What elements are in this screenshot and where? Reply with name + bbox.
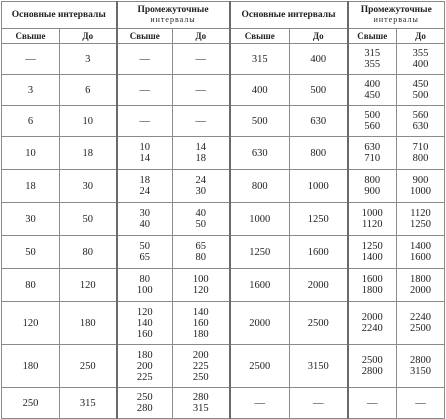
cell-c-to: 1000 [290, 170, 348, 203]
cell-value: 315 [192, 403, 209, 414]
intervals-table [1, 1, 445, 419]
cell-value: 630 [364, 142, 381, 153]
cell-value: 30 [195, 186, 206, 197]
header-intermediate-intervals-right: Промежуточные интервалы [348, 2, 445, 29]
cell-a-from: 250 [2, 388, 60, 419]
cell-c-from: 1250 [230, 236, 290, 269]
cell-c-to: 1600 [290, 236, 348, 269]
cell-a-to: 10 [60, 106, 117, 137]
cell-value: 10 [139, 142, 150, 153]
cell-c-from: 400 [230, 75, 290, 106]
cell-value: 500 [412, 90, 429, 101]
header-to: До [290, 29, 348, 44]
cell-value: 180 [136, 349, 153, 361]
cell-c-to: 500 [290, 75, 348, 106]
table-row [2, 75, 445, 106]
cell-a-from: 6 [2, 106, 60, 137]
cell-value: 40 [139, 219, 150, 230]
cell-a-from: 80 [2, 269, 60, 302]
cell-value: 1120 [361, 219, 383, 230]
cell-b-from [117, 75, 173, 106]
cell-b-from [117, 106, 173, 137]
cell-a-to: 315 [60, 388, 117, 419]
cell-value: 2000 [410, 285, 431, 296]
table-row [2, 388, 445, 419]
cell-value: 18 [139, 175, 150, 186]
cell-value: 400 [412, 59, 429, 70]
cell-d-from [348, 203, 397, 236]
cell-a-to: 30 [60, 170, 117, 203]
cell-d-to [397, 170, 445, 203]
cell-value: 140 [192, 306, 209, 318]
table-body [2, 44, 445, 419]
cell-value: 160 [136, 328, 153, 340]
cell-b-from [117, 388, 173, 419]
cell-d-to [397, 106, 445, 137]
table-row [2, 170, 445, 203]
cell-value: 400 [364, 79, 381, 90]
cell-value: 1120 [410, 208, 431, 219]
cell-value: 2500 [361, 355, 383, 366]
cell-value: — [195, 53, 206, 65]
cell-value: 800 [364, 175, 381, 186]
cell-value: 1600 [361, 274, 383, 285]
table-row [2, 269, 445, 302]
cell-value: 65 [139, 252, 150, 263]
cell-value: — [367, 397, 378, 409]
cell-c-from: — [230, 388, 290, 419]
cell-value: 18 [195, 153, 206, 164]
cell-d-from [348, 106, 397, 137]
cell-value: 200 [192, 349, 209, 361]
cell-value: 30 [139, 208, 150, 219]
cell-value: 2800 [410, 355, 431, 366]
cell-b-from [117, 345, 173, 388]
cell-value: 250 [136, 392, 153, 403]
cell-value: 280 [192, 392, 209, 403]
cell-value: 80 [139, 274, 150, 285]
cell-value: 100 [192, 274, 209, 285]
cell-b-to [173, 302, 230, 345]
cell-c-from: 2000 [230, 302, 290, 345]
cell-a-to: 250 [60, 345, 117, 388]
cell-c-to: 800 [290, 137, 348, 170]
cell-c-from: 1600 [230, 269, 290, 302]
cell-b-to [173, 75, 230, 106]
cell-a-to: 180 [60, 302, 117, 345]
cell-a-from: 10 [2, 137, 60, 170]
cell-value: 225 [136, 371, 153, 383]
cell-d-from [348, 345, 397, 388]
cell-value: 1400 [410, 241, 431, 252]
cell-value: 2500 [410, 323, 431, 334]
cell-value: 100 [136, 285, 153, 296]
cell-value: 500 [364, 110, 381, 121]
cell-value: 355 [364, 59, 381, 70]
cell-d-to [397, 302, 445, 345]
header-to: До [173, 29, 230, 44]
cell-d-to [397, 203, 445, 236]
cell-a-from: 18 [2, 170, 60, 203]
cell-b-from [117, 44, 173, 75]
cell-value: 225 [192, 360, 209, 372]
cell-c-from: 800 [230, 170, 290, 203]
cell-b-to [173, 106, 230, 137]
cell-c-to: 400 [290, 44, 348, 75]
cell-d-from [348, 137, 397, 170]
cell-d-to [397, 269, 445, 302]
cell-a-to: 80 [60, 236, 117, 269]
cell-value: 2240 [410, 312, 431, 323]
cell-b-from [117, 170, 173, 203]
cell-value: 1250 [361, 241, 383, 252]
cell-b-from [117, 269, 173, 302]
cell-value: 2800 [361, 366, 383, 377]
table-row [2, 302, 445, 345]
cell-value: 140 [136, 317, 153, 329]
cell-value: 560 [364, 121, 381, 132]
cell-b-from [117, 137, 173, 170]
cell-value: 180 [192, 328, 209, 340]
cell-c-from: 500 [230, 106, 290, 137]
cell-value: 1000 [410, 186, 431, 197]
cell-value: 315 [364, 48, 381, 59]
cell-a-to: 120 [60, 269, 117, 302]
cell-d-to [397, 388, 445, 419]
table-row [2, 137, 445, 170]
cell-value: 50 [195, 219, 206, 230]
cell-b-from [117, 203, 173, 236]
cell-b-to [173, 345, 230, 388]
cell-value: 120 [192, 285, 209, 296]
cell-value: 160 [192, 317, 209, 329]
cell-d-from [348, 75, 397, 106]
cell-c-to: 630 [290, 106, 348, 137]
cell-value: 800 [412, 153, 429, 164]
cell-value: 50 [139, 241, 150, 252]
cell-value: 280 [136, 403, 153, 414]
cell-value: 1800 [410, 274, 431, 285]
cell-c-to: 2000 [290, 269, 348, 302]
cell-b-from [117, 236, 173, 269]
cell-value: 80 [195, 252, 206, 263]
cell-value: 40 [195, 208, 206, 219]
table-row [2, 203, 445, 236]
cell-b-to [173, 44, 230, 75]
header-from: Свыше [230, 29, 290, 44]
cell-d-to [397, 345, 445, 388]
cell-d-from [348, 302, 397, 345]
cell-d-from [348, 269, 397, 302]
cell-a-from: — [2, 44, 60, 75]
cell-c-to: 2500 [290, 302, 348, 345]
cell-value: 710 [412, 142, 429, 153]
cell-value: 1250 [410, 219, 431, 230]
cell-value: 65 [195, 241, 206, 252]
header-main-intervals-right: Основные интервалы [230, 2, 348, 29]
cell-b-to [173, 388, 230, 419]
cell-d-to [397, 236, 445, 269]
cell-value: 2000 [361, 312, 383, 323]
cell-b-to [173, 170, 230, 203]
header-to: До [397, 29, 445, 44]
cell-value: 450 [412, 79, 429, 90]
cell-value: — [415, 397, 426, 409]
cell-value: — [195, 84, 206, 96]
cell-value: — [195, 115, 206, 127]
cell-d-from [348, 170, 397, 203]
cell-d-to [397, 44, 445, 75]
cell-c-from: 1000 [230, 203, 290, 236]
cell-value: 630 [412, 121, 429, 132]
cell-value: 900 [364, 186, 381, 197]
cell-d-from [348, 388, 397, 419]
cell-a-to: 3 [60, 44, 117, 75]
cell-value: 1400 [361, 252, 383, 263]
cell-a-to: 6 [60, 75, 117, 106]
cell-a-to: 18 [60, 137, 117, 170]
cell-value: 120 [136, 306, 153, 318]
cell-d-to [397, 75, 445, 106]
cell-c-to: 1250 [290, 203, 348, 236]
cell-value: 710 [364, 153, 381, 164]
cell-value: 1800 [361, 285, 383, 296]
header-from: Свыше [2, 29, 60, 44]
cell-b-to [173, 236, 230, 269]
cell-a-from: 120 [2, 302, 60, 345]
cell-value: 24 [195, 175, 206, 186]
cell-value: 250 [192, 371, 209, 383]
cell-value: 355 [412, 48, 429, 59]
cell-c-from: 315 [230, 44, 290, 75]
header-to: До [60, 29, 117, 44]
cell-c-to: 3150 [290, 345, 348, 388]
cell-a-from: 180 [2, 345, 60, 388]
cell-value: 14 [139, 153, 150, 164]
cell-c-to: — [290, 388, 348, 419]
cell-value: — [139, 53, 150, 65]
cell-value: 1600 [410, 252, 431, 263]
cell-b-to [173, 203, 230, 236]
cell-value: — [139, 84, 150, 96]
cell-a-from: 3 [2, 75, 60, 106]
cell-value: 3150 [410, 366, 431, 377]
table-row [2, 345, 445, 388]
cell-value: 200 [136, 360, 153, 372]
cell-a-from: 50 [2, 236, 60, 269]
cell-value: 900 [412, 175, 429, 186]
cell-d-from [348, 236, 397, 269]
table-row [2, 236, 445, 269]
cell-b-to [173, 269, 230, 302]
header-intermediate-intervals-left: Промежуточные интервалы [117, 2, 230, 29]
cell-c-from: 630 [230, 137, 290, 170]
table-row [2, 106, 445, 137]
cell-a-to: 50 [60, 203, 117, 236]
cell-d-to [397, 137, 445, 170]
cell-a-from: 30 [2, 203, 60, 236]
cell-value: — [139, 115, 150, 127]
cell-d-from [348, 44, 397, 75]
cell-value: 24 [139, 186, 150, 197]
cell-b-from [117, 302, 173, 345]
cell-value: 14 [195, 142, 206, 153]
cell-c-from: 2500 [230, 345, 290, 388]
header-from: Свыше [117, 29, 173, 44]
cell-value: 1000 [361, 208, 383, 219]
cell-b-to [173, 137, 230, 170]
header-main-intervals-left: Основные интервалы [2, 2, 117, 29]
header-from: Свыше [348, 29, 397, 44]
table-row [2, 44, 445, 75]
cell-value: 450 [364, 90, 381, 101]
cell-value: 2240 [361, 323, 383, 334]
cell-value: 560 [412, 110, 429, 121]
